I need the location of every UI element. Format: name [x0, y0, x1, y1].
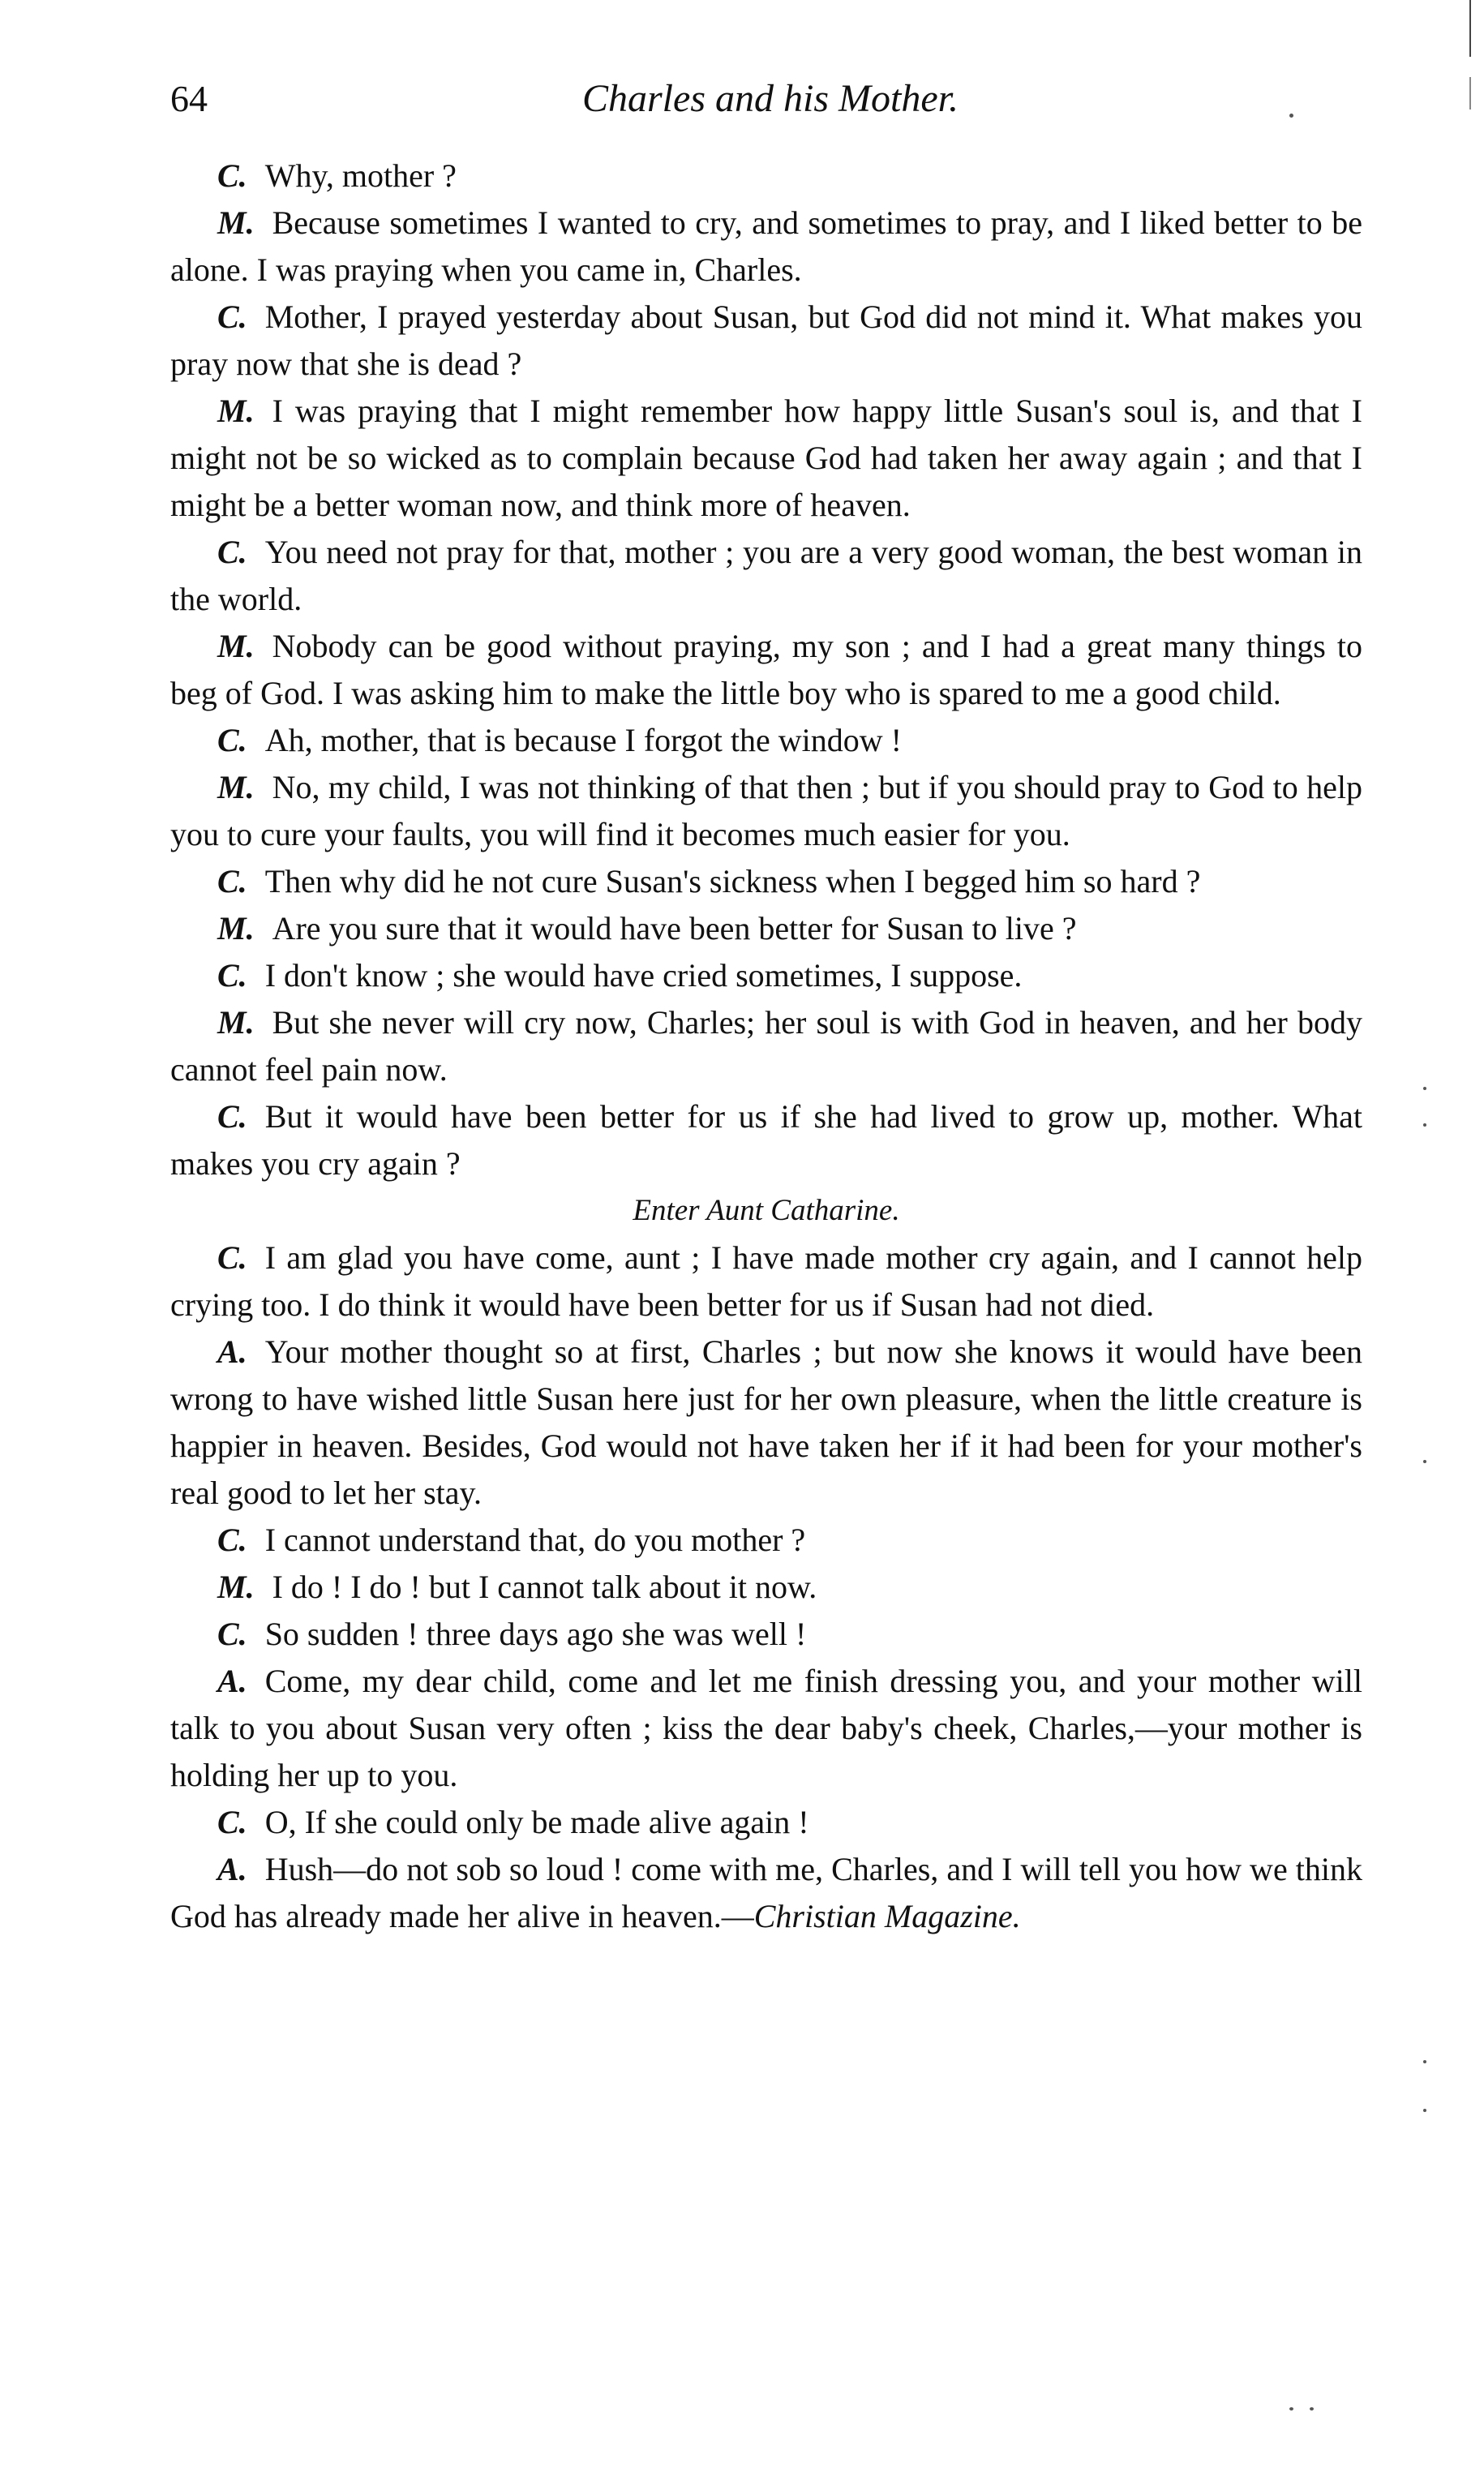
dialogue-line: [170, 623, 1362, 717]
dialogue-line: [170, 1658, 1362, 1799]
source-citation: Christian Magazine.: [753, 1898, 1021, 1934]
dialogue-text: Mother, I prayed yesterday about Susan, but God did not mind it. What makes you pray now that she is dead ?: [170, 298, 1362, 382]
speaker-label: C.: [217, 1616, 247, 1652]
dialogue-text: But she never will cry now, Charles; her soul is with God in heaven, and her body cannot feel pain now.: [170, 1004, 1362, 1088]
dialogue-line: [170, 152, 1362, 200]
speaker-label: M.: [217, 393, 255, 429]
scan-edge-mark: [1469, 77, 1471, 109]
speaker-label: C.: [217, 1239, 247, 1276]
speaker-label: C.: [217, 298, 247, 335]
dialogue-text: Nobody can be good without praying, my son ; and I had a great many things to beg of God. I was asking him to make the little boy who is spared to me a good child.: [170, 628, 1362, 711]
scan-speck: [1310, 2407, 1314, 2410]
dialogue-text: Hush—do not sob so loud ! come with me, Charles, and I will tell you how we think God has already made her alive in heaven.—: [170, 1851, 1362, 1934]
stage-direction: Enter Aunt Catharine.: [633, 1194, 900, 1227]
speaker-label: A.: [217, 1333, 247, 1370]
speaker-label: C.: [217, 722, 247, 758]
dialogue-line: [170, 1234, 1362, 1329]
speaker-label: M.: [217, 1004, 255, 1041]
page-number: 64: [170, 78, 208, 119]
dialogue-line: [170, 905, 1362, 952]
scan-speck: [1423, 1460, 1426, 1463]
running-title: Charles and his Mother.: [581, 77, 959, 120]
dialogue-line: [170, 388, 1362, 529]
speaker-label: C.: [217, 1522, 247, 1558]
speaker-label: A.: [217, 1663, 247, 1699]
speaker-label: M.: [217, 1569, 255, 1605]
dialogue-text: But it would have been better for us if she had lived to grow up, mother. What makes you cry again ?: [170, 1098, 1362, 1182]
dialogue-text: Ah, mother, that is because I forgot the window !: [264, 722, 902, 758]
dialogue-text: No, my child, I was not thinking of that then ; but if you should pray to God to help you to cure your faults, you will find it becomes much easier for you.: [170, 769, 1362, 852]
speaker-label: C.: [217, 863, 247, 899]
speaker-label: C.: [217, 157, 247, 194]
speaker-label: C.: [217, 1098, 247, 1135]
dialogue-text: I am glad you have come, aunt ; I have made mother cry again, and I cannot help crying too. I do think it would have been better for us if Susan had not died.: [170, 1239, 1362, 1323]
scan-speck: [1423, 1087, 1426, 1090]
speaker-label: A.: [217, 1851, 247, 1887]
dialogue-text: Because sometimes I wanted to cry, and sometimes to pray, and I liked better to be alone. I was praying when you came in, Charles.: [170, 204, 1362, 288]
page-body: [170, 152, 1362, 1940]
dialogue-text: Your mother thought so at first, Charles ; but now she knows it would have been wrong to have wished little Susan here just for her own pleasure, when the little creature is happier in heaven. Besides, God would not have taken her if it had been for your mother's real good to let her stay.: [170, 1333, 1362, 1511]
dialogue-line: [170, 764, 1362, 858]
dialogue-line: [170, 1611, 1362, 1658]
dialogue-line: [170, 294, 1362, 388]
scan-speck: [1423, 2060, 1426, 2063]
dialogue-text: So sudden ! three days ago she was well !: [264, 1616, 807, 1652]
speaker-label: C.: [217, 534, 247, 570]
dialogue-line: [170, 717, 1362, 764]
dialogue-text: I cannot understand that, do you mother ?: [264, 1522, 806, 1558]
dialogue-line: [170, 1093, 1362, 1187]
dialogue-line: [170, 1564, 1362, 1611]
dialogue-text: Then why did he not cure Susan's sickness when I begged him so hard ?: [264, 863, 1201, 899]
dialogue-line: [170, 200, 1362, 294]
dialogue-text: Why, mother ?: [264, 157, 457, 194]
dialogue-line: [170, 952, 1362, 999]
scan-speck: [1423, 1123, 1426, 1127]
dialogue-line: [170, 1799, 1362, 1846]
dialogue-line: [170, 999, 1362, 1093]
dialogue-line: [170, 529, 1362, 623]
dialogue-text: Come, my dear child, come and let me finish dressing you, and your mother will talk to you about Susan very often ; kiss the dear baby's cheek, Charles,—your mother is holding her up to you.: [170, 1663, 1362, 1793]
dialogue-text: Are you sure that it would have been better for Susan to live ?: [272, 910, 1077, 947]
dialogue-line: [170, 858, 1362, 905]
page-header: [170, 75, 1387, 140]
dialogue-text: O, If she could only be made alive again !: [264, 1804, 809, 1840]
scan-speck: [1423, 2109, 1426, 2112]
speaker-label: C.: [217, 1804, 247, 1840]
speaker-label: M.: [217, 910, 255, 947]
dialogue-text: I was praying that I might remember how happy little Susan's soul is, and that I might not be so wicked as to complain because God had taken her away again ; and that I might be a better woman now, and think more of heaven.: [170, 393, 1362, 523]
scan-edge-mark: [1469, 0, 1471, 57]
speaker-label: C.: [217, 957, 247, 994]
scan-speck: [1289, 114, 1293, 118]
dialogue-line: [170, 1329, 1362, 1517]
speaker-label: M.: [217, 628, 255, 664]
dialogue-line: [170, 1846, 1362, 1940]
dialogue-text: I don't know ; she would have cried sometimes, I suppose.: [264, 957, 1023, 994]
speaker-label: M.: [217, 769, 255, 805]
dialogue-text: I do ! I do ! but I cannot talk about it now.: [272, 1569, 817, 1605]
scan-speck: [1289, 2407, 1293, 2410]
speaker-label: M.: [217, 204, 255, 241]
dialogue-text: You need not pray for that, mother ; you are a very good woman, the best woman in the world.: [170, 534, 1362, 617]
dialogue-line: [170, 1517, 1362, 1564]
